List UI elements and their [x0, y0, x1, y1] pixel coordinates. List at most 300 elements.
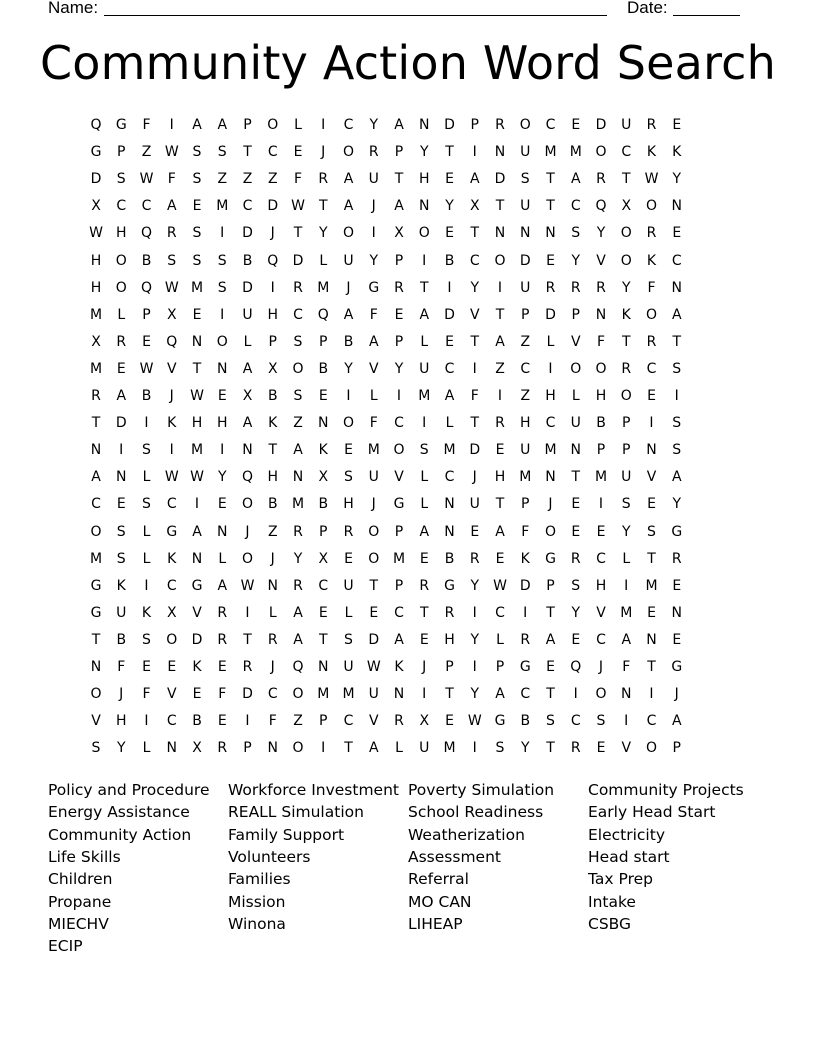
grid-letter: T: [318, 631, 328, 648]
grid-letter: I: [245, 713, 250, 730]
grid-letter: N: [318, 415, 329, 432]
grid-letter: Y: [470, 686, 480, 703]
grid-letter: E: [571, 496, 581, 513]
grid-letter: S: [293, 333, 303, 350]
grid-letter: V: [596, 252, 606, 269]
grid-letter: J: [245, 523, 250, 540]
grid-letter: A: [419, 306, 430, 323]
grid-letter: D: [494, 171, 506, 188]
grid-letter: I: [472, 360, 477, 377]
grid-letter: D: [191, 631, 203, 648]
word-list-item: Community Projects: [588, 781, 744, 799]
grid-letter: Z: [242, 171, 253, 188]
grid-letter: A: [217, 577, 228, 594]
grid-letter: R: [267, 631, 278, 648]
grid-letter: B: [141, 388, 152, 404]
grid-letter: B: [318, 496, 329, 513]
grid-letter: T: [621, 171, 631, 188]
grid-letter: V: [394, 469, 404, 486]
grid-letter: M: [291, 496, 305, 513]
grid-letter: Z: [267, 523, 278, 540]
grid-letter: E: [344, 550, 353, 567]
grid-letter: Z: [293, 415, 303, 432]
grid-letter: T: [546, 686, 555, 703]
grid-letter: M: [89, 306, 103, 323]
grid-letter: I: [144, 415, 149, 432]
grid-letter: F: [470, 388, 479, 404]
grid-letter: S: [672, 360, 682, 377]
word-list-item: Mission: [228, 892, 286, 911]
grid-letter: A: [343, 171, 354, 188]
grid-letter: J: [371, 496, 376, 513]
grid-letter: N: [444, 523, 455, 540]
grid-letter: O: [620, 388, 632, 404]
grid-letter: M: [418, 388, 431, 404]
grid-letter: S: [217, 144, 227, 161]
grid-letter: B: [444, 252, 455, 269]
grid-letter: N: [393, 686, 405, 703]
grid-letter: O: [115, 252, 127, 269]
word-list-item: ECIP: [48, 937, 83, 956]
grid-letter: L: [622, 550, 631, 567]
grid-letter: S: [495, 740, 505, 757]
word-list-item: Children: [48, 870, 113, 889]
grid-letter: I: [169, 117, 174, 133]
grid-letter: Y: [672, 496, 682, 513]
grid-letter: R: [217, 604, 228, 621]
grid-letter: X: [91, 333, 101, 350]
grid-letter: C: [141, 198, 152, 215]
grid-letter: S: [596, 713, 606, 730]
grid-letter: O: [645, 306, 658, 323]
grid-letter: N: [520, 225, 531, 242]
grid-letter: E: [647, 496, 656, 513]
grid-letter: C: [444, 469, 455, 486]
grid-letter: Q: [140, 225, 153, 242]
grid-letter: E: [293, 144, 303, 161]
grid-letter: W: [139, 171, 154, 188]
grid-letter: N: [494, 225, 506, 242]
word-list-item: Workforce Investment: [228, 781, 399, 799]
grid-letter: F: [142, 117, 151, 133]
grid-letter: O: [595, 360, 607, 377]
grid-letter: U: [520, 279, 531, 296]
grid-letter: I: [472, 740, 477, 757]
word-list-item: Weatherization: [408, 825, 525, 844]
grid-letter: A: [495, 333, 505, 350]
grid-letter: V: [166, 686, 177, 703]
grid-letter: S: [167, 252, 177, 269]
grid-letter: T: [91, 631, 101, 648]
grid-letter: S: [192, 171, 202, 188]
grid-letter: M: [89, 550, 103, 567]
grid-letter: N: [595, 306, 607, 323]
grid-letter: U: [520, 144, 531, 161]
word-list-item: Families: [228, 870, 291, 889]
grid-letter: N: [267, 740, 278, 757]
grid-letter: A: [671, 469, 682, 486]
grid-letter: R: [116, 333, 127, 350]
grid-letter: F: [521, 523, 530, 540]
grid-letter: P: [622, 415, 631, 432]
grid-letter: S: [217, 252, 227, 269]
grid-letter: C: [166, 713, 177, 730]
grid-letter: C: [646, 713, 657, 730]
grid-letter: M: [190, 279, 204, 296]
grid-letter: C: [242, 198, 253, 215]
grid-letter: N: [191, 333, 203, 350]
grid-letter: A: [621, 631, 632, 648]
grid-letter: R: [646, 117, 657, 133]
grid-letter: T: [445, 144, 454, 161]
grid-letter: C: [267, 686, 278, 703]
grid-letter: D: [242, 225, 253, 242]
grid-letter: K: [646, 144, 657, 161]
grid-letter: T: [369, 577, 379, 594]
grid-letter: I: [220, 225, 225, 242]
grid-letter: B: [444, 550, 455, 567]
grid-letter: U: [419, 360, 430, 377]
grid-letter: R: [343, 523, 354, 540]
grid-letter: C: [545, 117, 556, 133]
grid-letter: I: [144, 577, 149, 594]
grid-letter: M: [216, 198, 229, 215]
grid-letter: V: [469, 306, 480, 323]
grid-letter: N: [90, 442, 102, 459]
grid-letter: S: [621, 496, 631, 513]
grid-letter: G: [393, 496, 405, 513]
grid-letter: T: [571, 469, 581, 486]
grid-letter: E: [318, 388, 328, 404]
grid-letter: A: [242, 415, 253, 432]
grid-letter: T: [546, 740, 555, 757]
grid-letter: X: [394, 225, 404, 242]
grid-letter: E: [672, 225, 682, 242]
grid-letter: V: [166, 360, 177, 377]
grid-letter: R: [368, 144, 379, 161]
grid-letter: C: [343, 713, 354, 730]
grid-letter: U: [368, 469, 379, 486]
grid-letter: X: [166, 604, 177, 621]
grid-letter: A: [242, 360, 253, 377]
grid-letter: R: [394, 279, 404, 296]
grid-letter: H: [216, 415, 228, 432]
grid-letter: F: [293, 171, 303, 188]
grid-letter: S: [419, 442, 429, 459]
grid-letter: I: [573, 686, 578, 703]
grid-letter: J: [346, 279, 351, 296]
grid-letter: S: [192, 252, 202, 269]
grid-letter: O: [115, 279, 127, 296]
grid-letter: M: [317, 686, 330, 703]
grid-letter: J: [674, 686, 679, 703]
grid-letter: E: [192, 198, 202, 215]
grid-letter: P: [394, 252, 404, 269]
grid-letter: M: [367, 442, 380, 459]
grid-letter: T: [546, 604, 555, 621]
grid-letter: O: [292, 740, 304, 757]
grid-letter: Y: [571, 604, 581, 621]
grid-letter: Y: [672, 171, 682, 188]
grid-letter: E: [217, 713, 227, 730]
grid-letter: I: [144, 713, 149, 730]
grid-letter: P: [394, 144, 404, 161]
grid-letter: O: [595, 686, 607, 703]
grid-letter: E: [394, 306, 404, 323]
word-list-item: Community Action: [48, 825, 192, 844]
grid-letter: T: [243, 631, 252, 648]
grid-letter: U: [368, 171, 379, 188]
grid-letter: T: [419, 604, 429, 621]
grid-letter: P: [142, 306, 151, 323]
grid-letter: C: [646, 360, 657, 377]
grid-letter: I: [472, 144, 477, 161]
grid-letter: O: [645, 740, 658, 757]
grid-letter: Y: [621, 279, 631, 296]
grid-letter: L: [395, 740, 403, 757]
grid-letter: V: [192, 604, 202, 621]
grid-letter: I: [624, 577, 629, 594]
word-list-item: Life Skills: [48, 847, 121, 866]
grid-letter: P: [394, 523, 404, 540]
grid-letter: B: [192, 713, 202, 730]
grid-letter: I: [194, 496, 200, 513]
grid-letter: H: [115, 225, 127, 242]
grid-letter: J: [472, 469, 477, 486]
grid-letter: A: [671, 713, 682, 730]
word-list-item: Propane: [48, 892, 112, 911]
grid-letter: E: [217, 388, 227, 404]
grid-letter: W: [139, 360, 154, 377]
grid-letter: L: [420, 469, 429, 486]
grid-letter: E: [571, 631, 581, 648]
grid-letter: V: [621, 740, 632, 757]
grid-letter: D: [242, 686, 253, 703]
grid-letter: B: [242, 252, 253, 269]
grid-letter: P: [495, 659, 505, 675]
grid-letter: I: [396, 388, 402, 404]
grid-letter: B: [141, 252, 152, 269]
grid-letter: U: [419, 740, 430, 757]
grid-letter: A: [293, 604, 303, 621]
grid-letter: R: [166, 225, 177, 242]
grid-letter: C: [469, 252, 480, 269]
grid-letter: S: [142, 631, 151, 648]
grid-letter: P: [445, 659, 454, 675]
grid-letter: C: [394, 604, 404, 621]
grid-letter: E: [192, 306, 202, 323]
grid-letter: W: [190, 469, 204, 486]
grid-letter: G: [519, 659, 531, 675]
grid-letter: E: [116, 496, 126, 513]
grid-letter: E: [419, 631, 429, 648]
grid-letter: P: [622, 442, 631, 459]
grid-letter: E: [672, 631, 682, 648]
grid-letter: G: [90, 604, 102, 621]
grid-letter: I: [245, 604, 250, 621]
grid-letter: D: [115, 415, 127, 432]
grid-letter: W: [291, 198, 305, 215]
grid-letter: T: [621, 333, 631, 350]
grid-letter: I: [649, 686, 654, 703]
grid-letter: N: [217, 360, 228, 377]
grid-letter: I: [674, 388, 679, 404]
grid-letter: Y: [470, 631, 480, 648]
grid-letter: R: [217, 740, 228, 757]
grid-letter: V: [91, 713, 101, 730]
grid-letter: A: [495, 686, 505, 703]
grid-letter: S: [571, 577, 581, 594]
grid-letter: A: [570, 171, 581, 188]
grid-letter: S: [217, 279, 227, 296]
grid-letter: P: [243, 740, 252, 757]
grid-letter: O: [620, 225, 632, 242]
grid-letter: A: [368, 740, 379, 757]
word-list-item: Intake: [588, 892, 636, 911]
grid-letter: O: [90, 523, 102, 540]
grid-letter: E: [647, 388, 656, 404]
grid-letter: N: [116, 469, 127, 486]
grid-letter: A: [293, 442, 303, 459]
grid-letter: A: [91, 469, 101, 486]
grid-letter: L: [445, 415, 454, 432]
grid-letter: T: [192, 360, 202, 377]
grid-letter: T: [672, 333, 682, 350]
grid-letter: Q: [140, 279, 153, 296]
grid-letter: V: [570, 333, 581, 350]
grid-letter: E: [142, 659, 151, 675]
grid-letter: O: [393, 442, 405, 459]
grid-letter: E: [445, 225, 454, 242]
grid-letter: O: [241, 550, 254, 567]
grid-letter: M: [89, 360, 103, 377]
grid-letter: O: [368, 550, 380, 567]
grid-letter: Y: [369, 252, 379, 269]
grid-letter: G: [444, 577, 455, 594]
grid-letter: O: [595, 144, 607, 161]
grid-letter: T: [546, 171, 555, 188]
grid-letter: K: [167, 550, 177, 567]
grid-letter: T: [470, 333, 480, 350]
grid-letter: I: [220, 442, 225, 459]
grid-letter: S: [672, 442, 682, 459]
grid-letter: O: [494, 252, 506, 269]
grid-letter: F: [369, 415, 378, 432]
grid-letter: H: [545, 388, 556, 404]
grid-letter: N: [318, 659, 329, 675]
grid-letter: N: [494, 144, 506, 161]
grid-letter: J: [422, 659, 427, 675]
grid-letter: L: [344, 604, 353, 621]
grid-letter: P: [546, 577, 555, 594]
grid-letter: G: [494, 713, 506, 730]
word-list-item: Referral: [408, 870, 469, 889]
grid-letter: T: [495, 306, 505, 323]
grid-letter: P: [394, 577, 404, 594]
grid-letter: I: [624, 713, 629, 730]
grid-letter: H: [595, 577, 607, 594]
grid-letter: J: [321, 144, 326, 161]
grid-letter: F: [218, 686, 227, 703]
grid-letter: E: [546, 252, 555, 269]
grid-letter: R: [419, 577, 430, 594]
grid-letter: B: [520, 713, 531, 730]
grid-letter: M: [317, 279, 330, 296]
grid-letter: Y: [419, 144, 429, 161]
grid-letter: G: [545, 550, 556, 567]
grid-letter: M: [569, 144, 582, 161]
grid-letter: N: [217, 523, 228, 540]
grid-letter: M: [443, 442, 456, 459]
grid-letter: Y: [571, 252, 581, 269]
grid-letter: U: [343, 659, 354, 675]
grid-letter: E: [419, 550, 429, 567]
grid-letter: V: [596, 604, 606, 621]
grid-letter: E: [445, 171, 454, 188]
grid-letter: R: [596, 171, 606, 188]
grid-letter: C: [596, 550, 606, 567]
grid-letter: L: [546, 333, 555, 350]
date-label: Date:: [627, 0, 668, 17]
grid-letter: O: [342, 415, 355, 432]
grid-letter: E: [116, 360, 126, 377]
grid-letter: C: [495, 604, 505, 621]
grid-letter: J: [598, 659, 604, 675]
grid-letter: N: [671, 198, 682, 215]
grid-letter: P: [319, 713, 328, 730]
grid-letter: O: [368, 523, 380, 540]
grid-letter: O: [166, 631, 178, 648]
grid-letter: W: [366, 659, 381, 675]
grid-letter: L: [117, 306, 126, 323]
grid-letter: H: [418, 171, 430, 188]
grid-letter: Y: [369, 117, 379, 133]
grid-letter: G: [671, 659, 683, 675]
grid-letter: Z: [267, 171, 278, 188]
grid-letter: K: [318, 442, 328, 459]
grid-letter: T: [546, 198, 555, 215]
grid-letter: A: [192, 117, 202, 133]
grid-letter: R: [495, 415, 505, 432]
word-list-item: Electricity: [588, 825, 665, 844]
grid-letter: M: [645, 577, 658, 594]
grid-letter: Z: [293, 713, 303, 730]
grid-letter: I: [422, 415, 427, 432]
grid-letter: K: [268, 415, 278, 432]
grid-letter: W: [467, 713, 482, 730]
grid-letter: T: [318, 198, 328, 215]
grid-letter: A: [343, 198, 354, 215]
grid-letter: F: [268, 713, 277, 730]
grid-letter: F: [167, 171, 176, 188]
grid-letter: D: [469, 442, 481, 459]
grid-letter: P: [571, 306, 580, 323]
grid-letter: I: [321, 117, 326, 133]
grid-letter: H: [444, 631, 455, 648]
grid-letter: R: [91, 388, 101, 404]
grid-letter: Z: [520, 388, 531, 404]
grid-letter: F: [647, 279, 656, 296]
grid-letter: Q: [292, 659, 304, 675]
grid-letter: P: [117, 144, 126, 161]
grid-letter: F: [117, 659, 126, 675]
grid-letter: X: [166, 306, 177, 323]
grid-letter: T: [268, 442, 278, 459]
grid-letter: S: [571, 225, 581, 242]
grid-letter: K: [167, 415, 177, 432]
word-list-item: Winona: [228, 914, 286, 933]
grid-letter: B: [596, 415, 606, 432]
